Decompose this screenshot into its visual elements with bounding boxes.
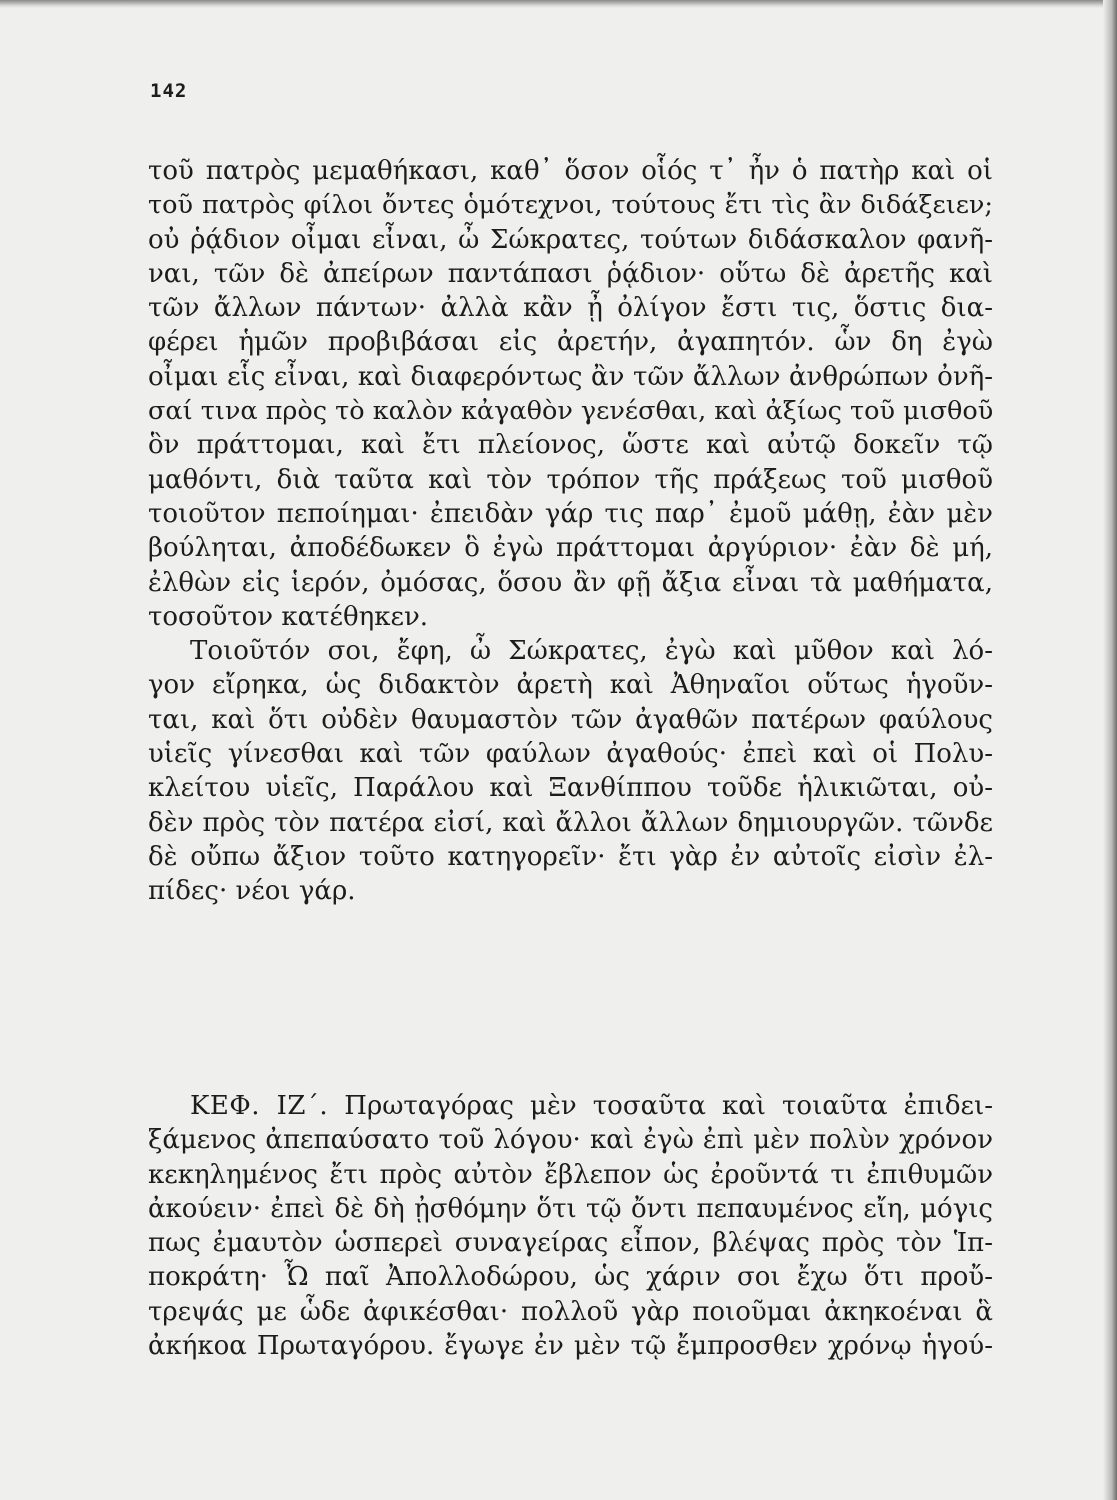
- paragraph-end-line: τοσοῦτον κατέθηκεν.: [148, 601, 429, 632]
- chapter-heading: ΚΕΦ. ΙΖ΄.: [190, 1091, 329, 1121]
- body-text-block: [148, 154, 993, 909]
- text-line: ναι, τῶν δὲ ἀπείρων παντάπασι ῥᾴδιον· οὕτω δὲ ἀρετῆς καὶ: [148, 258, 993, 289]
- text-line: φέρει ἡμῶν προβιβάσαι εἰς ἀρετήν, ἀγαπητόν. ὧν δη ἐγὼ: [148, 327, 993, 358]
- text-line: οὐ ῥᾴδιον οἶμαι εἶναι, ὦ Σώκρατες, τούτων διδάσκαλον φανῆ-: [148, 224, 993, 255]
- text-line: ἀκούειν· ἐπεὶ δὲ δὴ ᾐσθόμην ὅτι τῷ ὄντι πεπαυμένος εἴη, μόγις: [148, 1193, 993, 1224]
- scan-top-edge: [0, 0, 1117, 8]
- text-line: υἱεῖς γίνεσθαι καὶ τῶν φαύλων ἀγαθούς· ἐπεὶ καὶ οἱ Πολυ-: [148, 739, 993, 770]
- text-line: σαί τινα πρὸς τὸ καλὸν κἀγαθὸν γενέσθαι, καὶ ἀξίως τοῦ μισθοῦ: [148, 396, 994, 427]
- text-line: ται, καὶ ὅτι οὐδὲν θαυμαστὸν τῶν ἀγαθῶν πατέρων φαύλους: [148, 704, 993, 735]
- text-line: ἐλθὼν εἰς ἱερόν, ὀμόσας, ὅσου ἂν φῇ ἄξια εἶναι τὰ μαθήματα,: [148, 567, 993, 598]
- text-line: πως ἐμαυτὸν ὡσπερεὶ συναγείρας εἶπον, βλέψας πρὸς τὸν Ἱπ-: [148, 1228, 993, 1259]
- scan-right-edge: [1103, 0, 1117, 1500]
- text-line: ὃν πράττομαι, καὶ ἔτι πλείονος, ὥστε καὶ αὐτῷ δοκεῖν τῷ: [148, 430, 993, 461]
- text-line: κλείτου υἱεῖς, Παράλου καὶ Ξανθίππου τοῦδε ἡλικιῶται, οὐ-: [148, 773, 993, 804]
- text-line: δὲν πρὸς τὸν πατέρα εἰσί, καὶ ἄλλοι ἄλλων δημιουργῶν. τῶνδε: [148, 807, 993, 838]
- text-line: τοῦ πατρὸς φίλοι ὄντες ὁμότεχνοι, τούτους ἔτι τὶς ἂν διδάξειεν;: [148, 190, 993, 221]
- text-line: βούληται, ἀποδέδωκεν ὃ ἐγὼ πράττομαι ἀργύριον· ἐὰν δὲ μή,: [148, 533, 993, 564]
- text-line: δὲ οὔπω ἄξιον τοῦτο κατηγορεῖν· ἔτι γὰρ ἐν αὐτοῖς εἰσὶν ἐλ-: [148, 841, 993, 872]
- text-line: ἀκήκοα Πρωταγόρου. ἔγωγε ἐν μὲν τῷ ἔμπροσθεν χρόνῳ ἡγού-: [148, 1331, 993, 1362]
- text-line: τοῦ πατρὸς μεμαθήκασι, καθ᾽ ὅσον οἷός τ᾽ ἦν ὁ πατὴρ καὶ οἱ: [148, 156, 993, 186]
- page-number: 142: [150, 80, 188, 102]
- text-line: ποκράτη· Ὦ παῖ Ἀπολλοδώρου, ὡς χάριν σοι ἔχω ὅτι προὔ-: [148, 1262, 993, 1293]
- text-line: ξάμενος ἀπεπαύσατο τοῦ λόγου· καὶ ἐγὼ ἐπὶ μὲν πολὺν χρόνον: [148, 1125, 993, 1156]
- text-line: οἶμαι εἷς εἶναι, καὶ διαφερόντως ἂν τῶν ἄλλων ἀνθρώπων ὀνῆ-: [148, 361, 993, 392]
- text-line: γον εἴρηκα, ὡς διδακτὸν ἀρετὴ καὶ Ἀθηναῖοι οὕτως ἡγοῦν-: [148, 670, 993, 701]
- paragraph-first-line: Τοιοῦτόν σοι, ἔφη, ὦ Σώκρατες, ἐγὼ καὶ μῦθον καὶ λό-: [190, 636, 993, 667]
- chapter-first-line: [148, 1089, 993, 1123]
- paragraph-end-line: πίδες· νέοι γάρ.: [148, 876, 356, 907]
- text-line: τρεψάς με ὧδε ἀφικέσθαι· πολλοῦ γὰρ ποιοῦμαι ἀκηκοέναι ἃ: [148, 1296, 993, 1327]
- chapter-first-line-text: Πρωταγόρας μὲν τοσαῦτα καὶ τοιαῦτα ἐπιδει-: [344, 1091, 993, 1121]
- text-line: μαθόντι, διὰ ταῦτα καὶ τὸν τρόπον τῆς πράξεως τοῦ μισθοῦ: [148, 464, 993, 495]
- chapter-block: [148, 1089, 993, 1363]
- text-line: τοιοῦτον πεποίημαι· ἐπειδὰν γάρ τις παρ᾽ ἐμοῦ μάθῃ, ἐὰν μὲν: [148, 498, 993, 529]
- text-line: κεκηλημένος ἔτι πρὸς αὐτὸν ἔβλεπον ὡς ἐροῦντά τι ἐπιθυμῶν: [148, 1159, 993, 1190]
- text-line: τῶν ἄλλων πάντων· ἀλλὰ κἂν ᾖ ὀλίγον ἔστι τις, ὅστις δια-: [148, 293, 993, 324]
